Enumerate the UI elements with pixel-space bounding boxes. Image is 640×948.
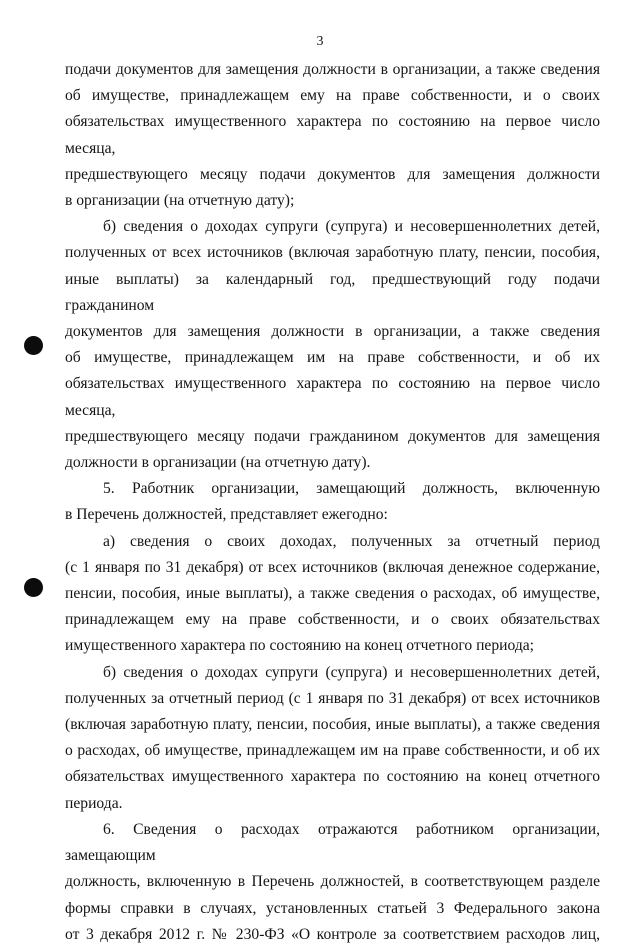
text-line: документов для замещения должности в организации, а также сведения bbox=[65, 323, 600, 341]
text-line: 5. Работник организации, замещающий должность, включенную bbox=[103, 480, 600, 498]
text-line: обязательствах имущественного характера по состоянию на первое число месяца, bbox=[65, 375, 600, 419]
text-line: пенсии, пособия, иные выплаты), а также сведения о расходах, об имуществе, bbox=[65, 585, 600, 603]
text-line: в организации (на отчетную дату); bbox=[65, 192, 295, 210]
text-line: обязательствах имущественного характера по состоянию на конец отчетного bbox=[65, 768, 600, 786]
text-line: (включая заработную плату, пенсии, пособия, иные выплаты), а также сведения bbox=[65, 716, 600, 734]
text-line: полученных от всех источников (включая заработную плату, пенсии, пособия, bbox=[65, 244, 600, 262]
text-line: (с 1 января по 31 декабря) от всех источников (включая денежное содержание, bbox=[65, 558, 600, 576]
text-line: должность, включенную в Перечень должностей, в соответствующем разделе bbox=[65, 873, 600, 891]
page-number: 3 bbox=[316, 34, 324, 49]
paragraph-continuation bbox=[65, 57, 600, 214]
paragraph-item-5 bbox=[65, 476, 600, 528]
text-line: формы справки в случаях, установленных статьей 3 Федерального закона bbox=[65, 899, 600, 917]
paragraph-item-4b bbox=[65, 214, 600, 476]
text-line: в Перечень должностей, представляет ежегодно: bbox=[65, 506, 388, 524]
text-line: подачи документов для замещения должности в организации, а также сведения bbox=[65, 61, 600, 78]
text-line: принадлежащем ему на праве собственности, и о своих обязательствах bbox=[65, 611, 600, 629]
text-line: б) сведения о доходах супруги (супруга) и несовершеннолетних детей, bbox=[103, 218, 600, 236]
text-line: полученных за отчетный период (с 1 января по 31 декабря) от всех источников bbox=[65, 689, 600, 707]
document-body bbox=[65, 57, 600, 948]
text-line: 6. Сведения о расходах отражаются работником организации, замещающим bbox=[65, 820, 600, 865]
paragraph-item-5a bbox=[65, 529, 600, 660]
text-line: должности в организации (на отчетную дату). bbox=[65, 454, 371, 472]
text-line: обязательствах имущественного характера по состоянию на первое число месяца, bbox=[65, 113, 600, 157]
text-line: периода. bbox=[65, 794, 123, 812]
paragraph-item-5b bbox=[65, 660, 600, 817]
text-line: а) сведения о своих доходах, полученных за отчетный период bbox=[103, 532, 600, 550]
text-line: имущественного характера по состоянию на конец отчетного периода; bbox=[65, 637, 535, 655]
text-line: предшествующего месяцу подачи документов для замещения должности bbox=[65, 165, 600, 183]
text-line: б) сведения о доходах супруги (супруга) и несовершеннолетних детей, bbox=[103, 663, 600, 681]
punch-hole-mark bbox=[24, 578, 43, 597]
paragraph-item-6 bbox=[65, 817, 600, 948]
text-line: иные выплаты) за календарный год, предшествующий году подачи гражданином bbox=[65, 270, 600, 314]
text-line: об имуществе, принадлежащем ему на праве собственности, и о своих bbox=[65, 87, 600, 105]
text-line: от 3 декабря 2012 г. № 230-ФЗ «О контроле за соответствием расходов лиц, bbox=[65, 925, 600, 943]
text-line: о расходах, об имуществе, принадлежащем им на праве собственности, и об их bbox=[65, 742, 600, 760]
text-line: предшествующего месяцу подачи гражданином документов для замещения bbox=[65, 427, 600, 445]
punch-hole-mark bbox=[24, 336, 43, 355]
text-line: об имуществе, принадлежащем им на праве собственности, и об их bbox=[65, 349, 600, 367]
